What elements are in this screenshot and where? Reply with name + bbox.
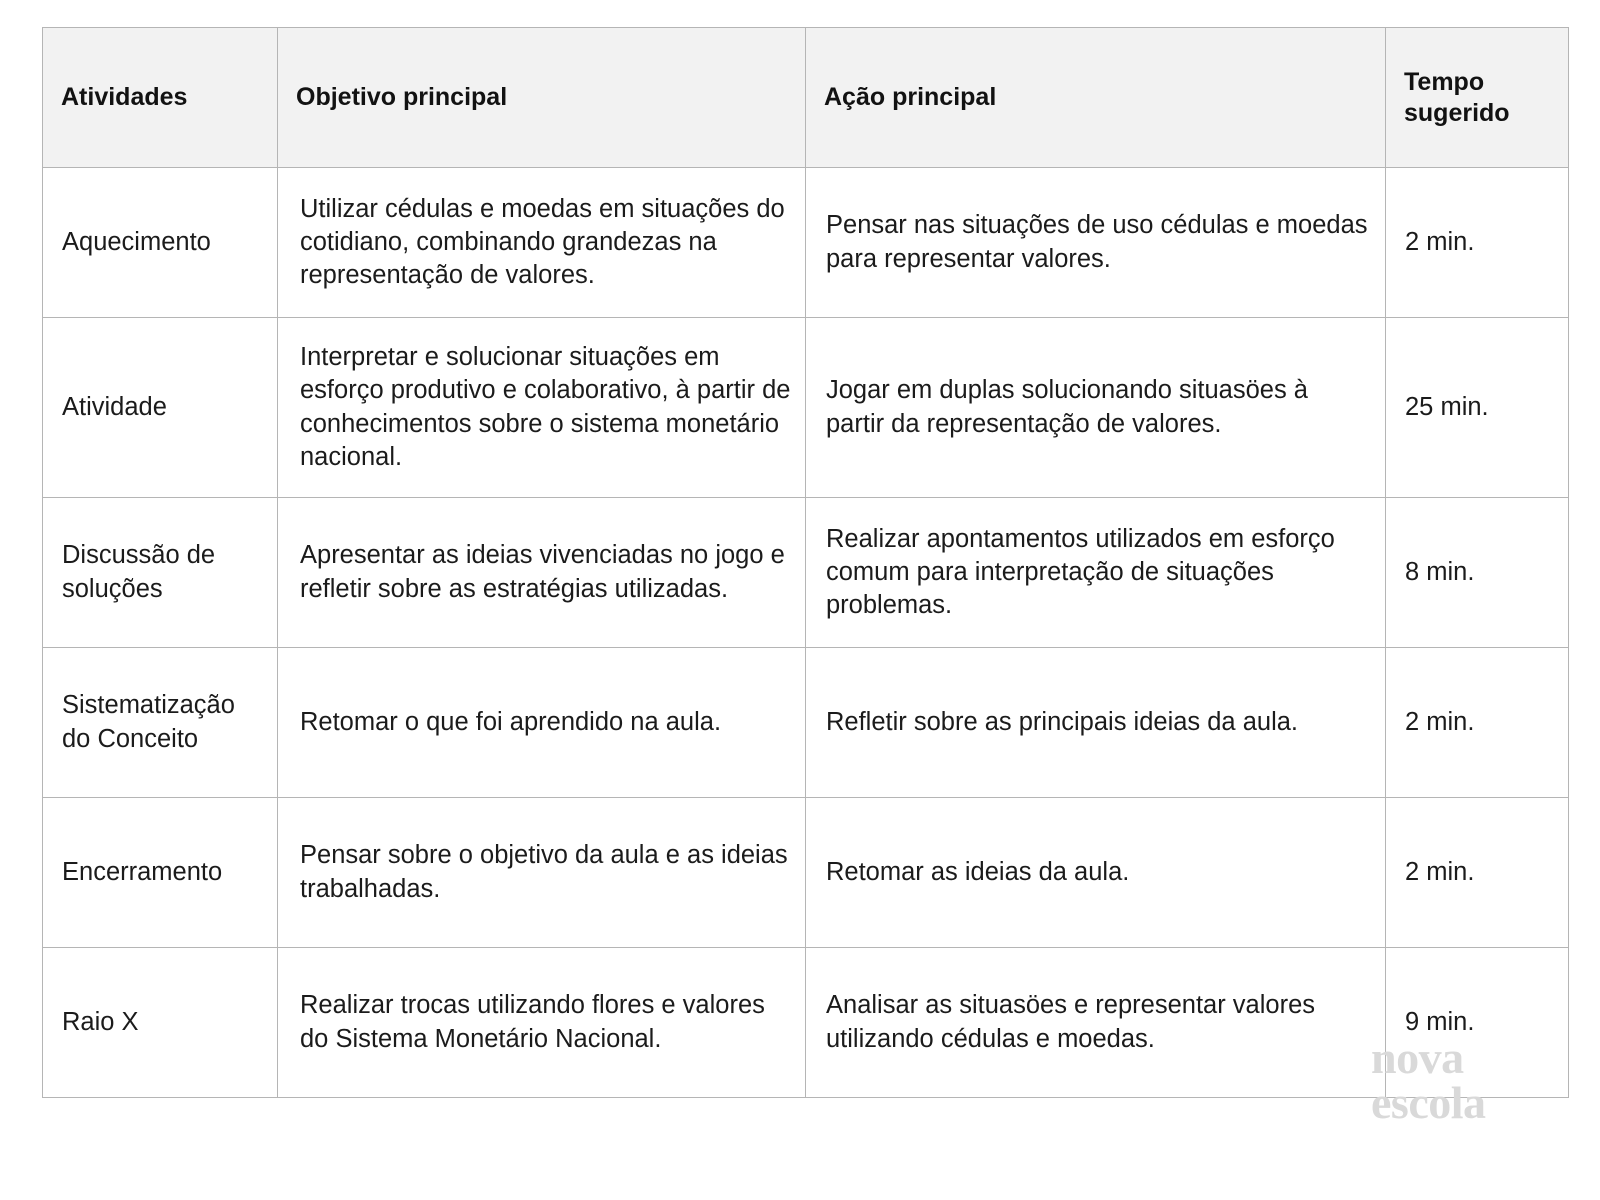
logo-line-escola: escola [1371, 1077, 1486, 1129]
table-row [43, 948, 1569, 1098]
cell-time: 2 min. [1386, 798, 1569, 948]
nova-escola-logo [1371, 1032, 1561, 1129]
cell-activity: Atividade [43, 318, 278, 498]
cell-objective: Retomar o que foi aprendido na aula. [278, 648, 806, 798]
cell-action: Realizar apontamentos utilizados em esforço comum para interpretação de situações problemas. [806, 498, 1386, 648]
column-header-acao-principal: Ação principal [806, 28, 1386, 168]
cell-action: Retomar as ideias da aula. [806, 798, 1386, 948]
cell-time: 2 min. [1386, 648, 1569, 798]
cell-action: Analisar as situasöes e representar valores utilizando cédulas e moedas. [806, 948, 1386, 1098]
table-header [43, 28, 1569, 168]
cell-activity: Discussão de soluções [43, 498, 278, 648]
column-header-tempo-sugerido: Tempo sugerido [1386, 28, 1569, 168]
cell-activity: Sistematização do Conceito [43, 648, 278, 798]
cell-objective: Pensar sobre o objetivo da aula e as ideias trabalhadas. [278, 798, 806, 948]
logo-line-nova: nova [1371, 1032, 1464, 1083]
cell-action: Pensar nas situações de uso cédulas e moedas para representar valores. [806, 168, 1386, 318]
lesson-plan-table-container [42, 27, 1568, 1098]
cell-time: 8 min. [1386, 498, 1569, 648]
cell-activity: Encerramento [43, 798, 278, 948]
cell-action: Jogar em duplas solucionando situasöes à partir da representação de valores. [806, 318, 1386, 498]
cell-objective: Apresentar as ideias vivenciadas no jogo e refletir sobre as estratégias utilizadas. [278, 498, 806, 648]
column-header-atividades: Atividades [43, 28, 278, 168]
table-row [43, 168, 1569, 318]
column-header-objetivo-principal: Objetivo principal [278, 28, 806, 168]
cell-time: 25 min. [1386, 318, 1569, 498]
cell-activity: Aquecimento [43, 168, 278, 318]
cell-action: Refletir sobre as principais ideias da aula. [806, 648, 1386, 798]
table-row [43, 648, 1569, 798]
table-row [43, 498, 1569, 648]
cell-activity: Raio X [43, 948, 278, 1098]
cell-objective: Interpretar e solucionar situações em esforço produtivo e colaborativo, à partir de conhecimentos sobre o sistema monetário nacional. [278, 318, 806, 498]
cell-time: 9 min. [1386, 948, 1569, 1098]
cell-objective: Realizar trocas utilizando flores e valores do Sistema Monetário Nacional. [278, 948, 806, 1098]
cell-objective: Utilizar cédulas e moedas em situações do cotidiano, combinando grandezas na representação de valores. [278, 168, 806, 318]
table-header-row [43, 28, 1569, 168]
cell-time: 2 min. [1386, 168, 1569, 318]
lesson-plan-table [42, 27, 1569, 1098]
table-row [43, 798, 1569, 948]
table-body [43, 168, 1569, 1098]
table-row [43, 318, 1569, 498]
